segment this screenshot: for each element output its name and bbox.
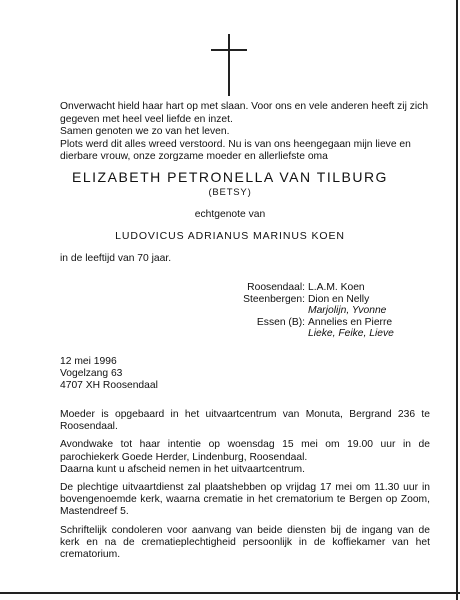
family-place: Roosendaal: — [247, 282, 305, 293]
husband-name: LUDOVICUS ADRIANUS MARINUS KOEN — [115, 230, 345, 242]
family-row — [232, 282, 394, 294]
family-place: Steenbergen: — [243, 293, 305, 305]
spouse-of-label: echtgenote van — [194, 209, 266, 220]
notice-paragraph: De plechtige uitvaartdienst zal plaatshebben op vrijdag 17 mei om 11.30 uur in bovengenoemde kerk, waarna crematie in het crematorium te Bergen op Zoom, Mastendreef 5. — [60, 482, 430, 518]
notice-paragraph: Moeder is opgebaard in het uitvaartcentrum van Monuta, Bergrand 236 te Roosendaal. — [60, 409, 430, 433]
deceased-nickname: (BETSY) — [208, 187, 252, 198]
family-names: Annelies en Pierre — [308, 316, 393, 328]
card-bottom-edge — [0, 592, 460, 594]
family-place: Essen (B): — [256, 316, 305, 328]
intro-line: Plots werd dit alles wreed verstoord. Nu is van ons heengegaan mijn lieve en dierbare vrouw, onze zorgzame moeder en allerliefste oma — [60, 138, 411, 163]
correspondence-address — [60, 356, 158, 392]
cross-icon — [211, 34, 247, 96]
intro-line: Samen genoten we zo van het leven. — [60, 126, 230, 138]
family-names: Dion en Nelly — [308, 293, 370, 305]
intro-text — [60, 101, 430, 164]
family-grandchildren: Lieke, Feike, Lieve — [308, 328, 394, 339]
notice-paragraph: Avondwake tot haar intentie op woensdag 15 mei om 19.00 uur in de parochiekerk Goede Herder, Lindenburg, Roosendaal. — [60, 439, 430, 463]
age-text: in de leeftijd van 70 jaar. — [60, 253, 172, 264]
address-street: Vogelzang 63 — [60, 368, 123, 379]
intro-line: Onverwacht hield haar hart op met slaan. Voor ons en vele anderen heeft zij zich gegeven met heel veel liefde en inzet. — [60, 101, 429, 125]
funeral-notices — [60, 409, 430, 567]
address-postal-city: 4707 XH Roosendaal — [60, 380, 158, 391]
family-grandchildren: Marjolijn, Yvonne — [308, 305, 387, 316]
family-list — [232, 282, 394, 340]
family-row — [232, 294, 394, 317]
family-row — [232, 317, 394, 340]
notice-date: 12 mei 1996 — [60, 356, 117, 367]
family-names: L.A.M. Koen — [308, 282, 365, 293]
notice-paragraph: Daarna kunt u afscheid nemen in het uitvaartcentrum. — [60, 463, 305, 475]
deceased-name: ELIZABETH PETRONELLA VAN TILBURG — [72, 169, 388, 185]
card-right-edge — [456, 0, 458, 600]
notice-paragraph: Schriftelijk condoleren voor aanvang van beide diensten bij de ingang van de kerk en na de crematieplechtigheid persoonlijk in de koffiekamer van het crematorium. — [60, 524, 430, 561]
